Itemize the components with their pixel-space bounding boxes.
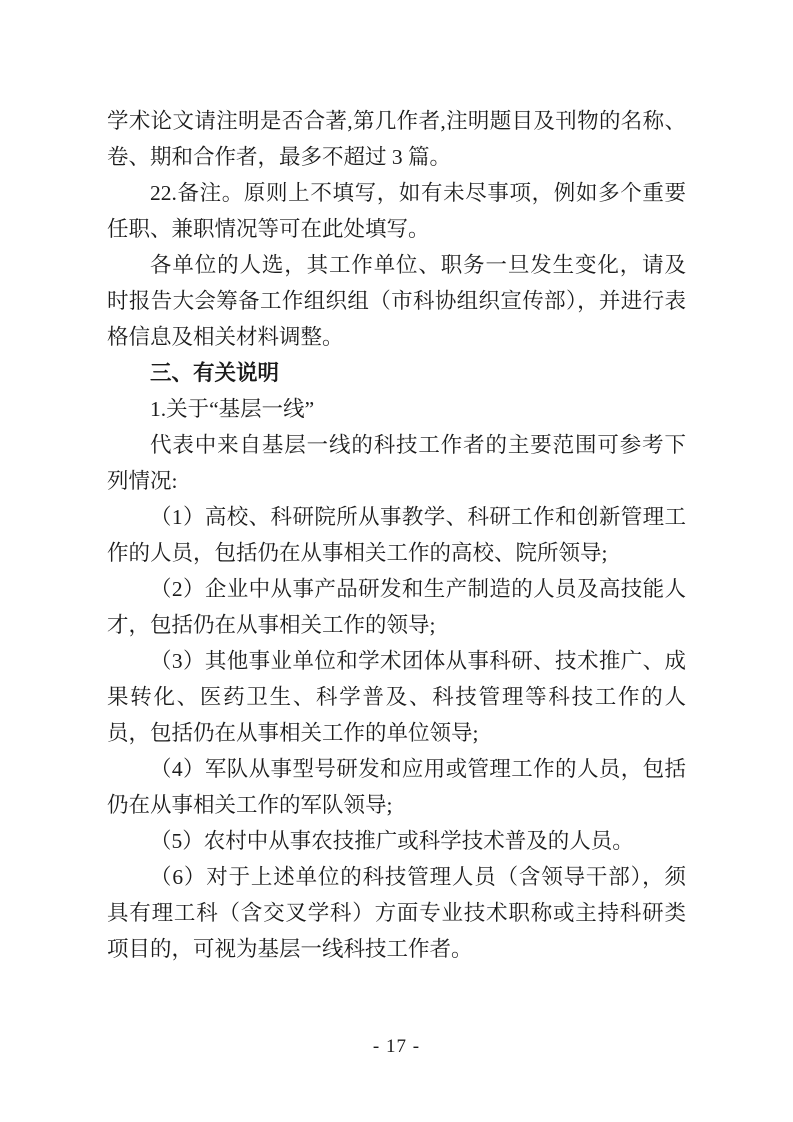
- page-footer: [0, 1036, 793, 1058]
- paragraph-item-22-remarks: 22.备注。原则上不填写，如有未尽事项，例如多个重要任职、兼职情况等可在此处填写。: [107, 181, 686, 241]
- section-heading-3-explanations: 三、有关说明: [150, 361, 280, 385]
- paragraph-case-6-tech-managers: （6）对于上述单位的科技管理人员（含领导干部），须具有理工科（含交叉学科）方面专业技术职称或主持科研类项目的，可视为基层一线科技工作者。: [107, 865, 686, 961]
- subheading-1-about-grassroots-frontline: 1.关于“基层一线”: [150, 397, 315, 421]
- paragraph-scope-intro: 代表中来自基层一线的科技工作者的主要范围可参考下列情况:: [107, 433, 686, 493]
- paragraph-case-4-military: （4）军队从事型号研发和应用或管理工作的人员，包括仍在从事相关工作的军队领导;: [107, 757, 686, 817]
- paragraph-case-3-other-institutions: （3）其他事业单位和学术团体从事科研、技术推广、成果转化、医药卫生、科学普及、科技管理等科技工作的人员，包括仍在从事相关工作的单位领导;: [107, 649, 686, 745]
- paragraph-case-1-universities-institutes: （1）高校、科研院所从事教学、科研工作和创新管理工作的人员，包括仍在从事相关工作的高校、院所领导;: [107, 505, 686, 565]
- paragraph-case-5-rural: （5）农村中从事农技推广或科学技术普及的人员。: [150, 829, 634, 853]
- paragraph-continued-from-previous-page: 学术论文请注明是否合著,第几作者,注明题目及刊物的名称、卷、期和合作者，最多不超过 3 篇。: [107, 109, 686, 169]
- document-body: [107, 103, 686, 967]
- paragraph-change-report-notice: 各单位的人选，其工作单位、职务一旦发生变化，请及时报告大会筹备工作组织组（市科协组织宣传部），并进行表格信息及相关材料调整。: [107, 253, 686, 349]
- page-number: - 17 -: [372, 1036, 421, 1057]
- paragraph-case-2-enterprises: （2）企业中从事产品研发和生产制造的人员及高技能人才，包括仍在从事相关工作的领导;: [107, 577, 686, 637]
